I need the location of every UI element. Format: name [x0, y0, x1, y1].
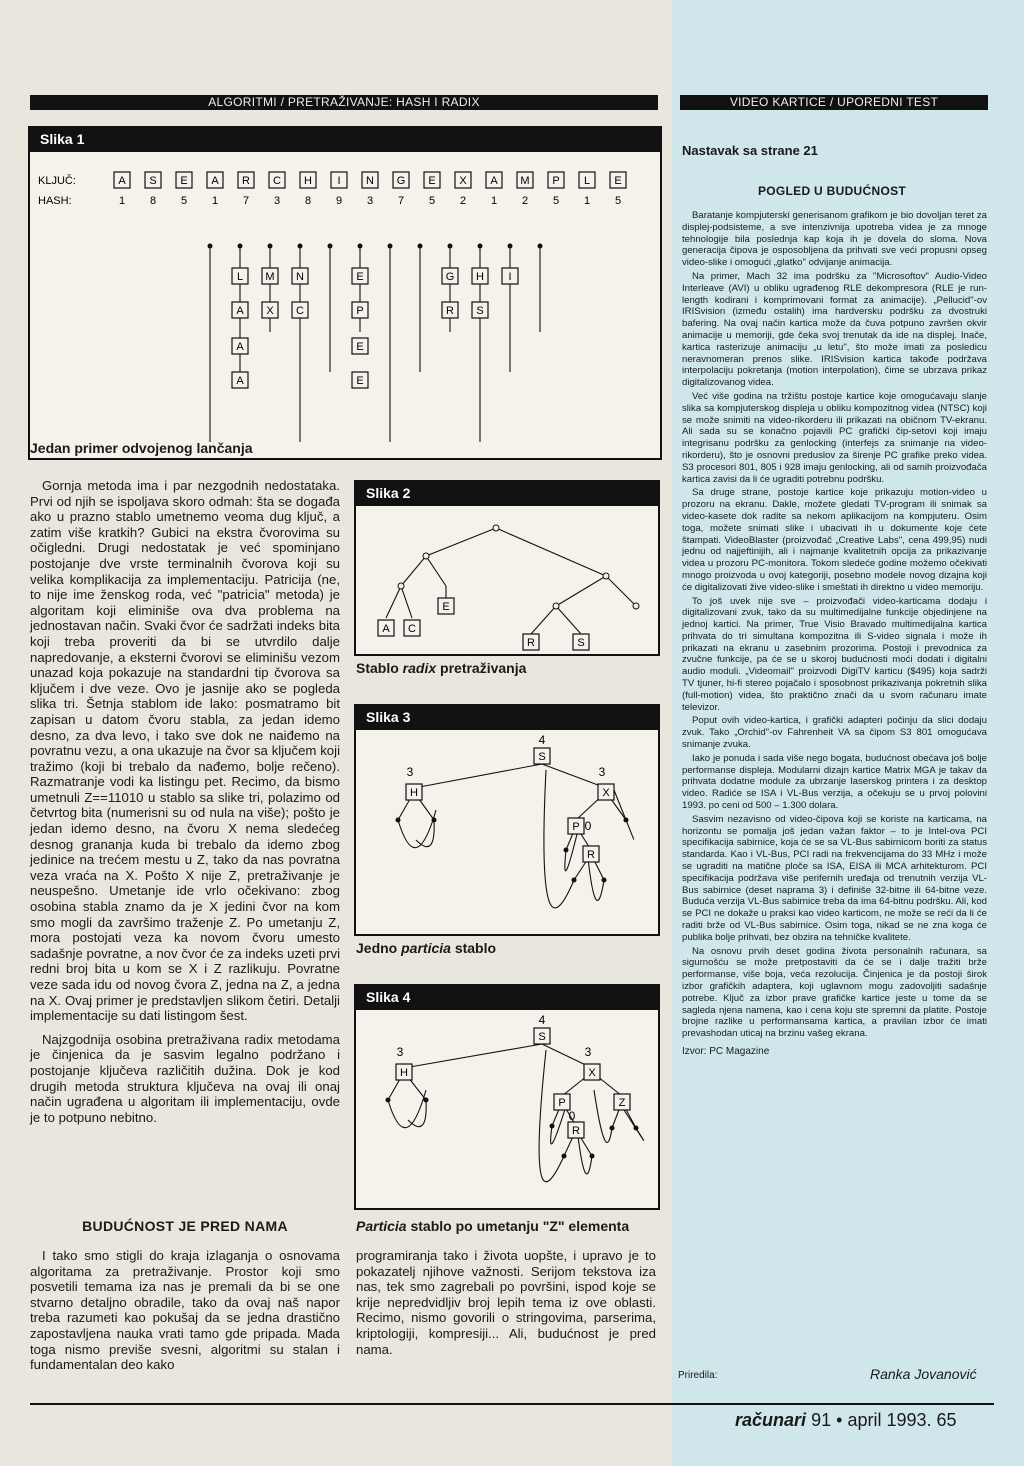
chain-node — [232, 338, 248, 354]
chain-node — [232, 268, 248, 284]
key-cell — [269, 172, 285, 188]
svg-text:P: P — [572, 821, 580, 833]
tree-node — [404, 620, 420, 636]
bit-index: 0 — [584, 819, 592, 833]
chain-node — [232, 302, 248, 318]
key-cell — [331, 172, 347, 188]
section-heading-future: BUDUĆNOST JE PRED NAMA — [82, 1218, 288, 1234]
hash-value: 3 — [366, 195, 374, 207]
key-cell — [145, 172, 161, 188]
chain-head — [328, 244, 333, 249]
hash-chains — [208, 244, 543, 443]
hash-value: 1 — [211, 195, 219, 207]
left-column — [30, 478, 340, 1131]
hash-value: 5 — [180, 195, 188, 207]
paragraph-continuation: programiranja tako i života uopšte, i upravo je to pokazatelj njihove važnosti. Serijom tekstova iza nas, tek smo zagrebali po površini, ispod koje se krije nepredvidljiv broj lepih tema iz ove oblasti. Recimo, nismo govorili o stringovima, parserima, kriptologiji, kompresiji... Ali, budućnost je pred nama. — [356, 1248, 656, 1357]
svg-text:A: A — [236, 341, 244, 353]
svg-text:A: A — [211, 175, 219, 187]
hash-value: 2 — [459, 195, 467, 207]
footer-bullet: • — [836, 1410, 843, 1430]
left-column-bottom — [30, 1248, 340, 1379]
key-cell — [579, 172, 595, 188]
figure-4-title: Slika 4 — [356, 986, 658, 1010]
right-paragraph: Iako je ponuda i sada više nego bogata, budućnost obećava još bolje performanse displeja. Modularni dizajn kartice Matrix MGA je takav da prihvata dodatne module za ubrzanje laserskog printera i za desktop video. Radiće se ISA i VL-Bus verzija, a očekuju se u prvoj polovini 1993. po ceni od 500 – 1.300 dolara. — [682, 752, 987, 812]
chain-head — [268, 244, 273, 249]
right-paragraph: Na primer, Mach 32 ima podršku za "Microsoftov" Audio-Video Interleave (AVI) u obliku ugrađenog RLE dekompresora (RLE je run-length kodirani i komprimovani format za animacije). „Pellucid"-ov IRISvision (između ostalih) ima hardversku podršku za dvostruki bafering. Na ovaj način kartica može da čuva potpuno završen okvir animacije u memoriji, gde čeka svoj trenutak da ide na displej. Inače, kartica rasterizuje animaciju „u letu", što može imati za posledicu neravnomeran prenos slike. IRISvision kartica takođe podržava interpolaciju pokretanja (motion interpolation), čime se ubrzava prikaz digitalizovanog videa. — [682, 270, 987, 389]
hash-value: 8 — [304, 195, 312, 207]
figure-3-caption: Jedno particia stablo — [356, 940, 497, 956]
svg-text:E: E — [356, 375, 364, 387]
chain-head — [538, 244, 543, 249]
svg-text:I: I — [508, 271, 512, 283]
chain-head — [298, 244, 303, 249]
key-cell — [238, 172, 254, 188]
chain-node — [262, 302, 278, 318]
chain-node — [472, 268, 488, 284]
tree-node — [568, 1122, 584, 1138]
right-paragraph: Na osnovu prvih deset godina života personalnih računara, sa sigurnošću se može pretpostaviti da će se i dalje tražiti brže performanse, više boja, veća rezolucija. Činjenica je da postoji širok izbor grafičkih adaptera, koji uglavnom mogu zadovoljiti sadašnje potrebe. Ključ za izbor prave grafičke kartice jeste u tome da se sagleda njena namena, kao i cena koju ste spremni da platite. Postoje brojne razlike u performansama kartica, a pravilan izbor će imati prevashodan uticaj na brzinu vašeg ekrana. — [682, 945, 987, 1040]
hash-value: 7 — [397, 195, 405, 207]
leaf-dot — [424, 1098, 429, 1103]
key-cell — [548, 172, 564, 188]
right-paragraph: Poput ovih video-kartica, i grafički adapteri počinju da slici dodaju zvuk. Tako „Orchid"-ov Fahrenheit VA sa čipom S3 801 omogućava snimanje zvuka. — [682, 715, 987, 751]
chain-head — [418, 244, 423, 249]
bit-index: 3 — [406, 765, 414, 779]
key-cell — [455, 172, 471, 188]
svg-text:A: A — [382, 623, 390, 635]
chain-head — [508, 244, 513, 249]
tree-node — [534, 748, 550, 764]
leaf-dot — [550, 1124, 555, 1129]
svg-text:P: P — [356, 305, 364, 317]
figure-2 — [354, 480, 660, 656]
magazine-name: računari — [735, 1410, 807, 1430]
chain-head — [448, 244, 453, 249]
tree-node — [406, 784, 422, 800]
tree-node — [438, 598, 454, 614]
issue-number: 91 — [811, 1410, 832, 1430]
figure-4-caption: Particia stablo po umetanju "Z" elementa — [356, 1218, 630, 1234]
svg-text:H: H — [476, 271, 484, 283]
bit-index: 4 — [538, 733, 546, 747]
figure-3 — [354, 704, 660, 936]
leaf-dot — [572, 878, 577, 883]
figure-1 — [28, 126, 662, 460]
issue-date: april 1993. — [847, 1410, 932, 1430]
svg-text:N: N — [366, 175, 374, 187]
svg-text:X: X — [588, 1067, 596, 1079]
chain-head — [238, 244, 243, 249]
svg-text:E: E — [180, 175, 188, 187]
hash-value: 1 — [118, 195, 126, 207]
chain-node — [442, 302, 458, 318]
figure-2-diagram — [356, 506, 658, 654]
chain-node — [232, 372, 248, 388]
leaf-dot — [396, 818, 401, 823]
svg-text:X: X — [602, 787, 610, 799]
figure-1-caption: Jedan primer odvojenog lančanja — [30, 440, 253, 456]
svg-text:X: X — [266, 305, 274, 317]
hash-value: 9 — [335, 195, 343, 207]
svg-text:S: S — [149, 175, 157, 187]
key-row — [114, 172, 626, 188]
tree-node — [554, 1094, 570, 1110]
svg-text:G: G — [396, 175, 406, 187]
key-cell — [300, 172, 316, 188]
key-cell — [207, 172, 223, 188]
svg-text:C: C — [408, 623, 416, 635]
hash-value: 1 — [583, 195, 591, 207]
bit-index: 3 — [396, 1045, 404, 1059]
svg-text:E: E — [356, 271, 364, 283]
key-cell — [486, 172, 502, 188]
svg-text:R: R — [242, 175, 250, 187]
svg-text:X: X — [459, 175, 467, 187]
key-cell — [424, 172, 440, 188]
key-cell — [393, 172, 409, 188]
right-paragraph: Sa druge strane, postoje kartice koje prikazuju motion-video u prozoru na ekranu. Dakle, možete gledati TV-program ili snimak sa video-kasete dok radite sa nekom aplikacijom na kompjuteru. Osim toga, možete snimati slike i ubacivati ih u dokumente koje ćete štampati. VideoBlaster (proizvođač „Creative Labs", cena 499,95) nudi jednu od najjeftinijih, ali i najmanje kvalitetnih opcija za prikazivanje videa u prozoru PC-monitora. Tokom sledeće godine možemo očekivati mnogo proizvoda u ovoj kategoriji, posebno modele novog dizajna koji će digitalizovati žive video-slike i smeštati ih direktno u video memoriju. — [682, 487, 987, 593]
figure-4 — [354, 984, 660, 1210]
hash-value: 7 — [242, 195, 250, 207]
chain-node — [352, 268, 368, 284]
prepared-by-label: Priredila: — [678, 1370, 718, 1381]
chain-node — [292, 302, 308, 318]
hash-value: 3 — [273, 195, 281, 207]
tree-node — [523, 634, 539, 650]
svg-text:N: N — [296, 271, 304, 283]
chain-node — [502, 268, 518, 284]
paragraph-patricia: Gornja metoda ima i par nezgodnih nedostataka. Prvi od njih se ispoljava skoro odmah: šta se događa ako u prazno stablo umetnemo veoma dug ključ, a zatim više kratkih? Gubici na ekstra čvorovima su očigledni. Drugi nedostatak je već spominjano postojanje dve vrste terminalnih čvorova koji su velika komplikacija za implementaciju. Patricija (ne, to nije ime ženskog roda, već "patricia" metoda) je algoritam koji eliminiše ova dva problema na jednostavan način. Svaki čvor će sadržati indeks bita koji treba proveriti da bi se utvrdilo dalje napredovanje, a eksterni čvorovi se eliminišu vezom unazad koja pokazuje na standardni tip čvorova sa ključem i dve veze. Ovo je jasnije ako se pogleda slika tri. Šetnja stablom ide lako: posmatramo bit zapisan u datom čvoru stabla, za jedan idemo desno, za dva levo, i tako sve dok ne naiđemo na povratnu vezu, a ona ukazuje na čvor sa ključem koji tražimo (koji bi trebalo da nađemo, bolje rečeno). Razmatranje vodi ka listingu pet. Recimo, da bismo umetnuli Z==11010 u stablo sa slike tri, polazimo od četvrtog bita (numerisni su od nula na više); pošto je jedan idemo desno, na čvoru X nema sledećeg desnog grananja kuda bi trebalo da idemo zbog jedinice na trećem mestu u Z, tako da nas povratna veza vraća na X. Pošto X nije Z, pretraživanje je neuspešno. Umetanje ide vrlo očekivano: zbog osobina stabla znamo da je X jedini čvor na kom smo mogli da završimo traženje Z. Po umetanju Z, mora postojati veza ka novom čvoru umesto sadašnje povratne, a nov čvor će za indeks uzeti prvi redni broj bita u kom se X i Z razlikuju. Povratne veze sada idu od novog čvora Z, jedna na Z, a jedna na X. Ovaj primer je predstavljen slikom četiri. Detalji implementacije su dati listingom šest. — [30, 478, 340, 1024]
chain-head — [478, 244, 483, 249]
svg-text:A: A — [490, 175, 498, 187]
hash-value: 5 — [428, 195, 436, 207]
svg-text:A: A — [236, 375, 244, 387]
author-name: Ranka Jovanović — [870, 1366, 977, 1382]
tree-node — [598, 784, 614, 800]
right-paragraph: Baratanje kompjuterski generisanom grafikom je bio dovoljan teret za displej-podsisteme, a sve intenzivnija upotreba videa je za mnoge tehnologije bila poslednja kap koja ih je dovela do sloma. Nova generacija čipova je osposobljena da prihvati sve veći propusni opseg video-slike i omogući „glatko" odvijanje animacija. — [682, 210, 987, 269]
svg-text:P: P — [552, 175, 560, 187]
figure-2-title: Slika 2 — [356, 482, 658, 506]
key-cell — [517, 172, 533, 188]
svg-text:H: H — [400, 1067, 408, 1079]
bit-index: 4 — [538, 1013, 546, 1027]
key-cell — [362, 172, 378, 188]
footer-rule — [30, 1403, 994, 1405]
right-column — [682, 210, 987, 1042]
paragraph-conclusion: I tako smo stigli do kraja izlaganja o osnovama algoritama za pretraživanje. Prostor koji smo posvetili temama iza nas je premali da bi se one stvarno detaljno obradile, tako da ovaj naš napor treba razumeti kao pokušaj da se jedna drastično zapostavljena nauka vrati tamo gde pripada. Mada toga nismo previše svesni, algoritmi su stalan i fundamentalan deo kako — [30, 1248, 340, 1373]
leaf-dot — [634, 1126, 639, 1131]
key-cell — [114, 172, 130, 188]
bit-index: 3 — [584, 1045, 592, 1059]
svg-text:E: E — [442, 601, 450, 613]
right-paragraph: Sasvim nezavisno od video-čipova koji se koriste na karticama, na horizontu se pomalja još jedan važan faktor – to je Intel-ova PCI specifikacija sabirnice, koja će se sa VL-Bus sabirnicom boriti za status standarda. Kao i VL-Bus, PCI radi na frekvencijama do 33 MHz i može se ugraditi na matične ploče sa ISA, EISA ili MCA arhitekturom. PCI specifikacija podržava više perifernih uređaja od trenutnih verzija VL-Bus sabirnice (deset naprama 3) i definiše 32-bitne ili 64-bitne veze. Buduća verzija VL-Bus sabirnice treba da ima 64-bitnu podršku. Ali, kod se PCI ne dokaže u praksi kao video karticom, ne može se reći da li će raditi brže od VL-Bus sabirnice. Osim toga, nikad se ne zna koga će publika bolje prihvati, bez obzira na tehničke kvalitete. — [682, 813, 987, 943]
svg-text:S: S — [538, 751, 546, 763]
leaf-dot — [590, 1154, 595, 1159]
figure-3-diagram — [356, 730, 658, 934]
svg-text:C: C — [296, 305, 304, 317]
tree-node — [573, 634, 589, 650]
tree-node — [396, 1064, 412, 1080]
hash-value: 1 — [490, 195, 498, 207]
bit-index: 0 — [568, 1109, 576, 1123]
tree-node — [568, 818, 584, 834]
svg-text:R: R — [446, 305, 454, 317]
tree-node — [583, 846, 599, 862]
chain-node — [442, 268, 458, 284]
svg-text:A: A — [118, 175, 126, 187]
svg-text:S: S — [538, 1031, 546, 1043]
source-note: Izvor: PC Magazine — [682, 1046, 770, 1057]
page-number: 65 — [936, 1410, 957, 1430]
tree-node — [378, 620, 394, 636]
svg-text:M: M — [265, 271, 275, 283]
key-cell — [176, 172, 192, 188]
svg-text:L: L — [583, 175, 591, 187]
chain-node — [352, 302, 368, 318]
right-section-bar: VIDEO KARTICE / UPOREDNI TEST — [680, 95, 988, 110]
svg-text:S: S — [577, 637, 585, 649]
svg-text:H: H — [410, 787, 418, 799]
right-paragraph: Već više godina na tržištu postoje kartice koje omogućavaju slanje slika sa kompjuterskog displeja u obliku kompozitnog videa (NTSC) koji se može snimiti na video-rikorderu ili prikazati na običnom TV-ekranu. Ali sada su se konačno pojavili PC grafički čip-setovi koji imaju integrisanu podršku za genlocking (interfejs za snimanje na video-rikorderu), što je osnovni preduslov za širenje PC grafike preko videa. S3 procesori 801, 805 i 928 imaju genlocking, ali od samih proizvođača kartica zavisi da li će ugraditi potrebnu podršku. — [682, 390, 987, 485]
bit-index: 3 — [598, 765, 606, 779]
svg-text:H: H — [304, 175, 312, 187]
chain-node — [292, 268, 308, 284]
svg-text:I: I — [337, 175, 341, 187]
svg-text:L: L — [236, 271, 244, 283]
chain-head — [358, 244, 363, 249]
leaf-dot — [602, 878, 607, 883]
svg-text:R: R — [572, 1125, 580, 1137]
svg-text:P: P — [558, 1097, 566, 1109]
svg-text:S: S — [476, 305, 484, 317]
leaf-dot — [610, 1126, 615, 1131]
hash-value: 2 — [521, 195, 529, 207]
tree-node — [584, 1064, 600, 1080]
chain-node — [352, 338, 368, 354]
leaf-dot — [624, 818, 629, 823]
key-cell — [610, 172, 626, 188]
hash-label: HASH: — [38, 195, 72, 207]
right-paragraph: To još uvek nije sve – proizvođači video-karticama dodaju i digitalizovani zvuk, tako da su multimedijalne funkcije objedinjene na jednoj kartici. Na primer, True Visio Bravado multimedijalna kartica prihvata do tri simultana kompozitna ili S-video signala i može ih prikazati na ekranu u zasebnim prozorima. Postoji i prevodnica za zvučne funkcije, pa će se u skoroj budućnosti moći dodati i digitalni audio moduli. „Videomail" proizvodi DigiTV karticu ($495) koja sadrži TV tjuner, hi-fi stereo pojačalo i sposobnost prikazivanja pokretnih slika (full-motion) videa, što praktično znači da u svom računaru imate televizor. — [682, 595, 987, 713]
middle-column — [356, 1248, 656, 1363]
leaf-dot — [386, 1098, 391, 1103]
svg-text:Z: Z — [618, 1097, 626, 1109]
tree-node — [614, 1094, 630, 1110]
paragraph-radix-keys: Najzgodnija osobina pretraživana radix metodama je činjenica da je sasvim legalno podržano i postojanje ključeva različitih dužina. Dok je kod drugih metoda struktura ključeva na ovaj ili onaj način ugrađena u algoritam ili implementaciju, ovde je to potpuno nebitno. — [30, 1031, 340, 1125]
leaf-dot — [432, 818, 437, 823]
svg-text:M: M — [520, 175, 530, 187]
leaf-dot — [564, 848, 569, 853]
chain-node — [262, 268, 278, 284]
chain-head — [208, 244, 213, 249]
svg-text:E: E — [428, 175, 436, 187]
figure-1-diagram — [30, 152, 660, 458]
chain-head — [388, 244, 393, 249]
continued-note: Nastavak sa strane 21 — [682, 143, 818, 158]
chain-node — [352, 372, 368, 388]
figure-1-title: Slika 1 — [30, 128, 660, 152]
leaf-dot — [562, 1154, 567, 1159]
figure-3-title: Slika 3 — [356, 706, 658, 730]
left-section-bar: ALGORITMI / PRETRAŽIVANJE: HASH I RADIX — [30, 95, 658, 110]
keys-label: KLJUČ: — [38, 175, 76, 187]
right-section-heading: POGLED U BUDUĆNOST — [757, 184, 907, 198]
svg-text:A: A — [236, 305, 244, 317]
svg-text:R: R — [527, 637, 535, 649]
hash-value: 8 — [149, 195, 157, 207]
tree-node — [534, 1028, 550, 1044]
hash-row — [119, 195, 621, 207]
hash-value: 5 — [552, 195, 560, 207]
figure-2-caption: Stablo radix pretraživanja — [356, 660, 527, 676]
chain-node — [472, 302, 488, 318]
svg-text:E: E — [614, 175, 622, 187]
svg-text:R: R — [587, 849, 595, 861]
svg-text:E: E — [356, 341, 364, 353]
svg-text:G: G — [445, 271, 455, 283]
figure-4-diagram — [356, 1010, 658, 1208]
footer — [735, 1410, 957, 1431]
svg-text:C: C — [273, 175, 281, 187]
hash-value: 5 — [614, 195, 622, 207]
